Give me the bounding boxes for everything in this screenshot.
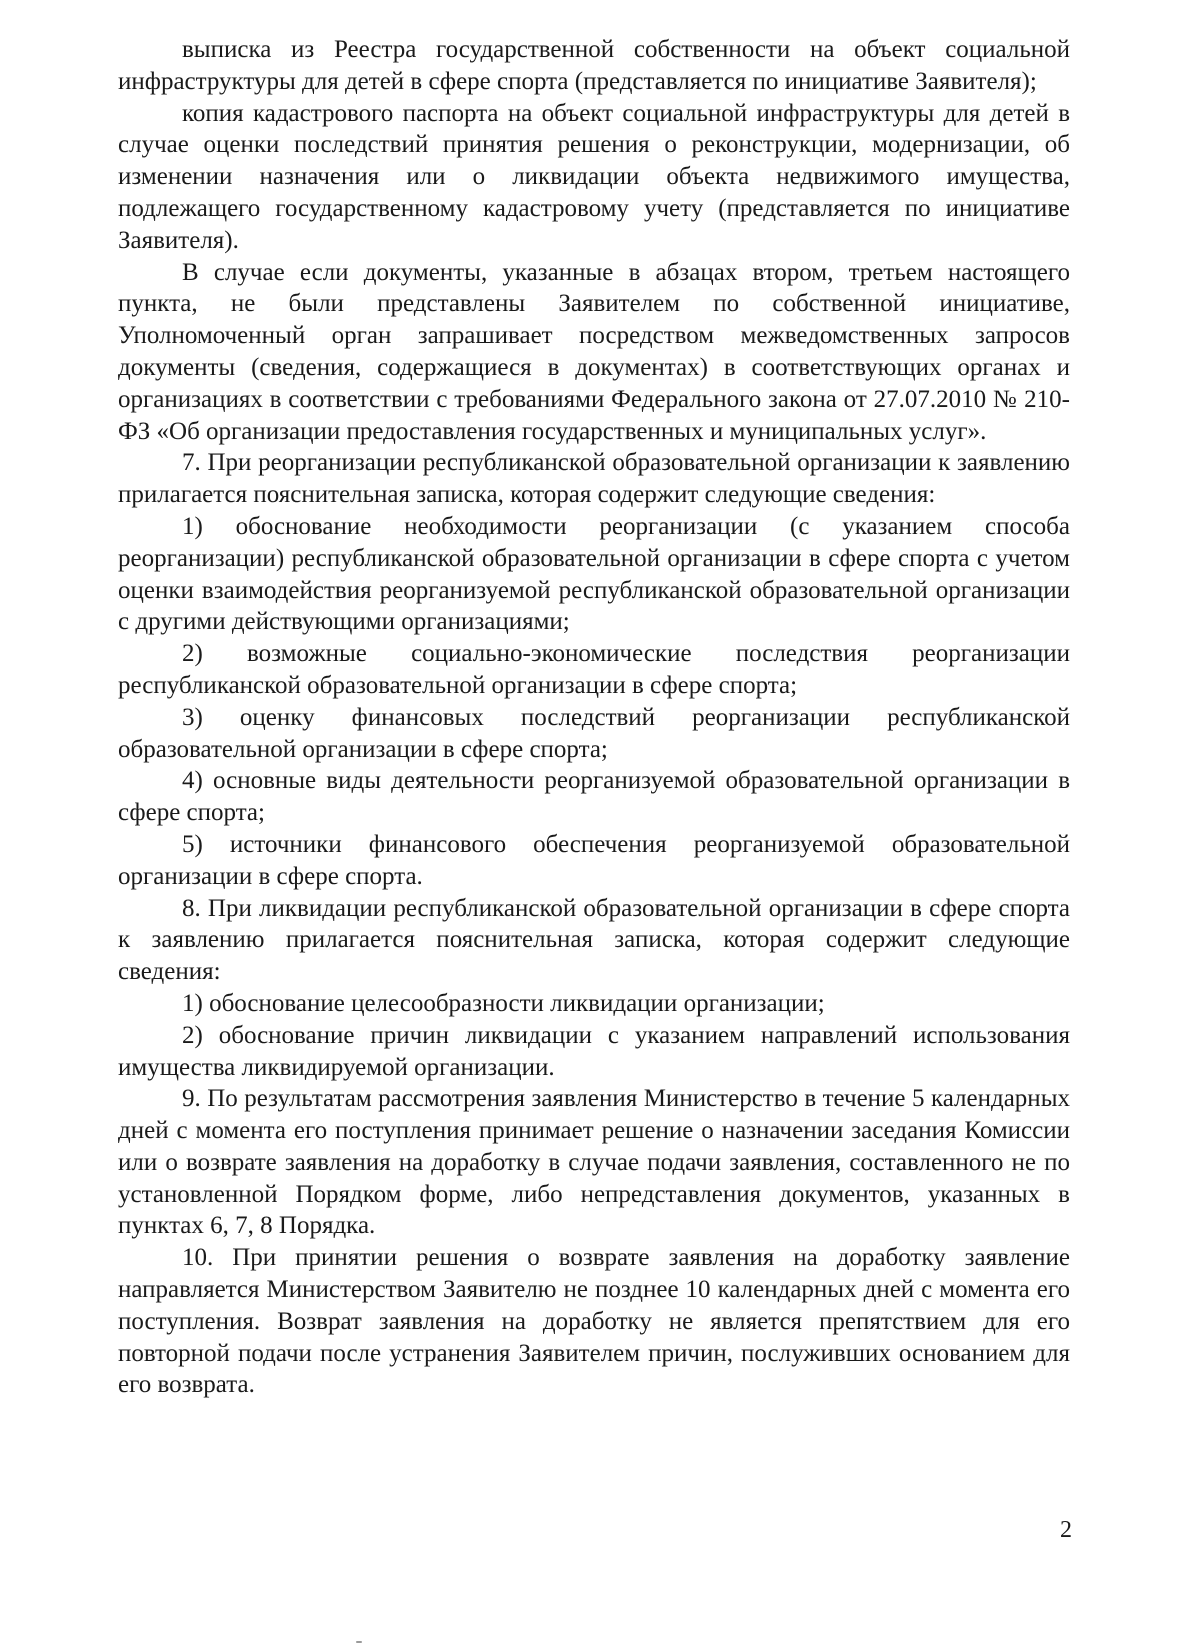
paragraph-item-7-2: 2) возможные социально-экономические последствия реорганизации республиканской образовательной организации в сфере спорта;	[118, 640, 1070, 699]
paragraph-cadastral-passport: копия кадастрового паспорта на объект социальной инфраструктуры для детей в случае оценки последствий принятия решения о реконструкции, модернизации, об изменении назначения или о ликвидации объекта недвижимого имущества, подлежащего государственному кадастровому учету (представляется по инициативе Заявителя).	[118, 99, 1070, 254]
paragraph-item-7-4: 4) основные виды деятельности реорганизуемой образовательной организации в сфере спорта;	[118, 767, 1070, 827]
paragraph-item-7-1: 1) обоснование необходимости реорганизации (с указанием способа реорганизации) республиканской образовательной организации в сфере спорта с учетом оценки взаимодействия реорганизуемой республиканской образовательной организации с другими действующими организациями;	[118, 512, 1070, 636]
page-number: 2	[1060, 1517, 1072, 1543]
paragraph-item-10: 10. При принятии решения о возврате заявления на доработку заявление направляется Министерством Заявителю не позднее 10 календарных дней с момента его поступления. Возврат заявления на доработку не является препятствием для его повторной подачи после устранения Заявителем причин, послуживших основанием для его возврата.	[118, 1244, 1070, 1399]
paragraph-item-7-5: 5) источники финансового обеспечения реорганизуемой образовательной организации в сфере спорта.	[118, 830, 1070, 890]
paragraph-registry-extract: выписка из Реестра государственной собственности на объект социальной инфраструктуры для детей в сфере спорта (представляется по инициативе Заявителя);	[118, 36, 1070, 95]
paragraph-item-8-2: 2) обоснование причин ликвидации с указанием направлений использования имущества ликвидируемой организации.	[118, 1021, 1070, 1081]
paragraph-item-8: 8. При ликвидации республиканской образовательной организации в сфере спорта к заявлению прилагается пояснительная записка, которая содержит следующие сведения:	[118, 894, 1070, 986]
paragraph-item-8-1: 1) обоснование целесообразности ликвидации организации;	[182, 989, 825, 1017]
paragraph-interagency-requests: В случае если документы, указанные в абзацах втором, третьем настоящего пункта, не были представлены Заявителем по собственной инициативе, Уполномоченный орган запрашивает посредством межведомственных запросов документы (сведения, содержащиеся в документах) в соответствующих органах и организациях в соответствии с требованиями Федерального закона от 27.07.2010 № 210-ФЗ «Об организации предоставления государственных и муниципальных услуг».	[118, 258, 1070, 445]
paragraph-item-9: 9. По результатам рассмотрения заявления Министерство в течение 5 календарных дней с момента его поступления принимает решение о назначении заседания Комиссии или о возврате заявления на доработку в случае подачи заявления, составленного не по установленной Порядком форме, либо непредставления документов, указанных в пунктах 6, 7, 8 Порядка.	[118, 1085, 1070, 1240]
paragraph-item-7: 7. При реорганизации республиканской образовательной организации к заявлению прилагается пояснительная записка, которая содержит следующие сведения:	[118, 449, 1070, 509]
document-body	[118, 34, 1070, 1401]
paragraph-item-7-3: 3) оценку финансовых последствий реорганизации республиканской образовательной организации в сфере спорта;	[118, 703, 1070, 763]
scan-speck	[356, 1641, 362, 1643]
